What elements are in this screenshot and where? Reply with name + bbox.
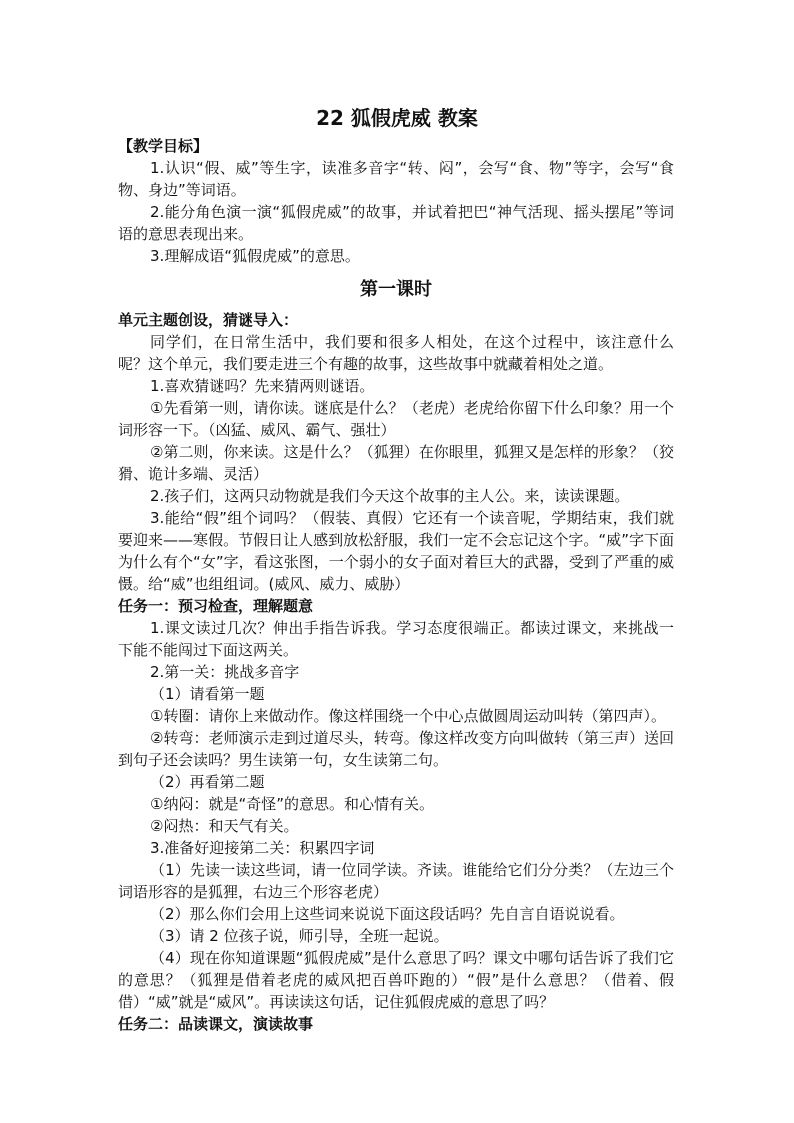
task1-paragraph: 1.课文读过几次？伸出手指告诉我。学习态度很端正。都读过课文，来挑战一下能不能闯过下面这两关。 bbox=[118, 619, 674, 659]
intro-paragraph: ①先看第一则，请你读。谜底是什么？（老虎）老虎给你留下什么印象？用一个词形容一下。（凶猛、威风、霸气、强壮） bbox=[118, 399, 674, 439]
task1-paragraph: （3）请 2 位孩子说，师引导，全班一起说。 bbox=[150, 927, 449, 945]
objective-item: 1.认识“假、威”等生字，读准多音字“转、闷”，会写“食、物”等字，会写“食物、身边”等词语。 bbox=[118, 159, 674, 199]
task1-heading: 任务一：预习检查，理解题意 bbox=[118, 597, 314, 615]
intro-paragraph: 2.孩子们，这两只动物就是我们今天这个故事的主人公。来，读读课题。 bbox=[150, 487, 630, 505]
intro-paragraph: 3.能给“假”组个词吗？（假装、真假）它还有一个读音呢，学期结束，我们就要迎来——寒假。节假日让人感到放松舒服，我们一定不会忘记这个字。“威”字下面为什么有个“女”字，看这张图，一个弱小的女子面对着巨大的武器，受到了严重的威慑。给“威”也组组词。(威风、威力、威胁） bbox=[118, 509, 674, 593]
task1-paragraph: ②转弯：老师演示走到过道尽头，转弯。像这样改变方向叫做转（第三声）送回到句子还会读吗？男生读第一句，女生读第二句。 bbox=[118, 729, 674, 769]
task1-paragraph: ①转圈：请你上来做动作。像这样围绕一个中心点做圆周运动叫转（第四声）。 bbox=[150, 707, 666, 725]
task1-paragraph: 2.第一关：挑战多音字 bbox=[150, 663, 300, 681]
task1-paragraph: （1）请看第一题 bbox=[150, 685, 265, 703]
objective-item: 2.能分角色演一演“狐假虎威”的故事，并试着把巴“神气活现、摇头摆尾”等词语的意思表现出来。 bbox=[118, 203, 674, 243]
objective-item: 3.理解成语“狐假虎威”的意思。 bbox=[150, 247, 360, 265]
task1-paragraph: （4）现在你知道课题“狐假虎威”是什么意思了吗？课文中哪句话告诉了我们它的意思？（狐狸是借着老虎的威风把百兽吓跑的）“假”是什么意思？（借着、假借）“威”就是“威风”。再读读这句话，记住狐假虎威的意思了吗？ bbox=[118, 949, 674, 1011]
intro-paragraph: 同学们，在日常生活中，我们要和很多人相处，在这个过程中，该注意什么呢？这个单元，我们要走进三个有趣的故事，这些故事中就藏着相处之道。 bbox=[118, 333, 674, 373]
task2-heading: 任务二：品读课文，演读故事 bbox=[118, 1015, 314, 1033]
lesson-title: 第一课时 bbox=[360, 279, 432, 300]
task1-paragraph: ②闷热：和天气有关。 bbox=[150, 817, 299, 835]
task1-paragraph: （1）先读一读这些词，请一位同学读。齐读。谁能给它们分分类？（左边三个词语形容的是狐狸，右边三个形容老虎） bbox=[118, 861, 674, 901]
document-body bbox=[118, 135, 674, 1035]
intro-paragraph: ②第二则，你来读。这是什么？（狐狸）在你眼里，狐狸又是怎样的形象？（狡猾、诡计多端、灵活） bbox=[118, 443, 674, 483]
task1-paragraph: （2）再看第二题 bbox=[150, 773, 265, 791]
task1-paragraph: ①纳闷：就是“奇怪”的意思。和心情有关。 bbox=[150, 795, 434, 813]
document-title: 22 狐假虎威 教案 bbox=[316, 106, 478, 130]
task1-paragraph: 3.准备好迎接第二关：积累四字词 bbox=[150, 839, 375, 857]
intro-paragraph: 1.喜欢猜谜吗？先来猜两则谜语。 bbox=[150, 377, 375, 395]
intro-heading: 单元主题创设，猜谜导入： bbox=[118, 311, 299, 329]
objectives-heading: 【教学目标】 bbox=[118, 137, 209, 155]
task1-paragraph: （2）那么你们会用上这些词来说说下面这段话吗？先自言自语说说看。 bbox=[150, 905, 625, 923]
